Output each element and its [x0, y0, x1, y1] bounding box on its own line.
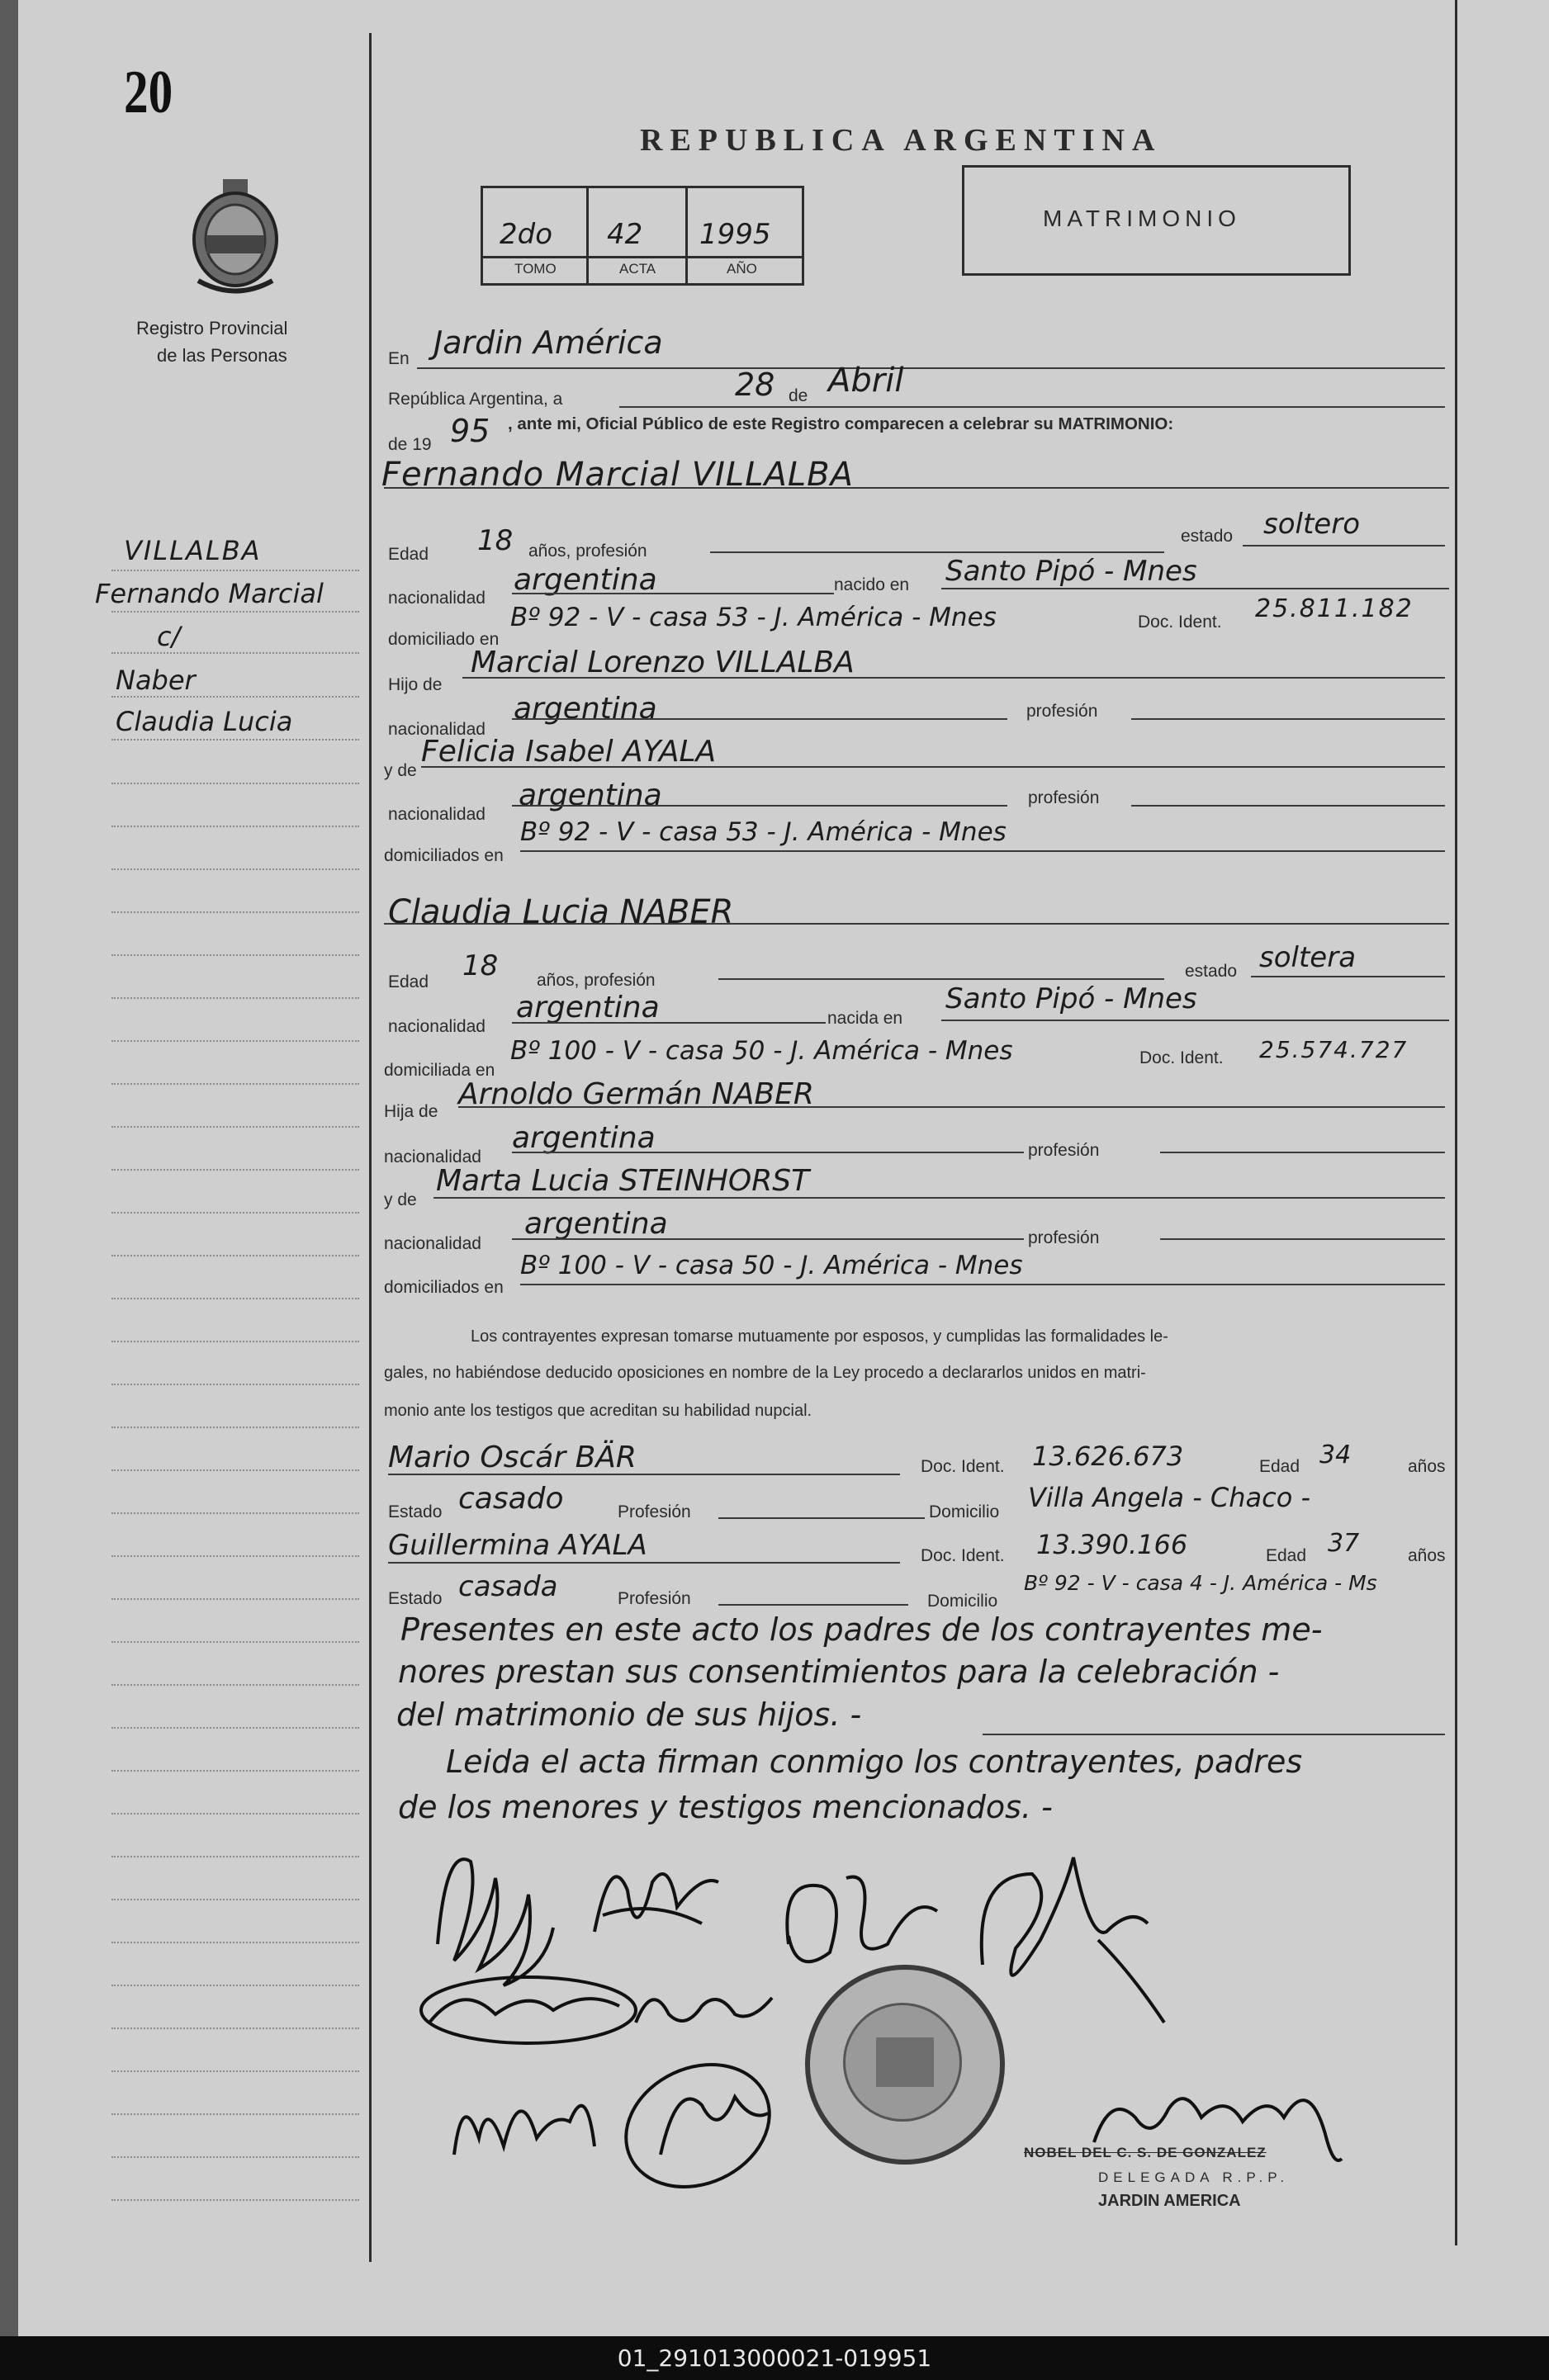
- country-title: REPUBLICA ARGENTINA: [640, 123, 1163, 158]
- official-name: NOBEL DEL C. S. DE GONZALEZ: [1024, 2145, 1267, 2160]
- witness2-estado: casada: [458, 1570, 558, 1603]
- margin-line: [111, 1083, 359, 1085]
- note-line4: Leida el acta firman conmigo los contrayentes, padres: [446, 1744, 1303, 1780]
- rule: [718, 1517, 925, 1519]
- witness1-edad-label: Edad: [1259, 1457, 1300, 1476]
- margin-line: [111, 1813, 359, 1815]
- witness2-dom-label: Domicilio: [927, 1592, 998, 1611]
- witness1-doc: 13.626.673: [1032, 1441, 1184, 1472]
- de-label: de: [789, 386, 808, 405]
- record-box: [481, 186, 804, 286]
- bride-nacida-label: nacida en: [827, 1009, 903, 1028]
- groom-nacido-label: nacido en: [834, 575, 910, 594]
- rule: [512, 1152, 1024, 1153]
- rule: [941, 588, 1449, 589]
- registry-line1: Registro Provincial: [136, 318, 288, 338]
- margin-given: Fernando Marcial: [95, 578, 324, 609]
- bride-estado: soltera: [1259, 941, 1357, 974]
- margin-line: [111, 1555, 359, 1557]
- declaration-line2: gales, no habiéndose deducido oposiciones en nombre de la Ley procedo a declararlos unidos en matri-: [384, 1364, 1146, 1382]
- signature-parent2: [628, 1973, 776, 2047]
- bride-dom-label: domiciliada en: [384, 1061, 495, 1080]
- rule: [983, 1734, 1445, 1735]
- intro-tail: , ante mi, Oficial Público de este Registro comparecen a celebrar su MATRIMONIO:: [508, 414, 1174, 433]
- margin-line: [111, 1598, 359, 1600]
- bride-edad: 18: [462, 949, 499, 982]
- groom-nac-label: nacionalidad: [388, 589, 486, 608]
- margin-line: [111, 1985, 359, 1986]
- act-type: MATRIMONIO: [1043, 206, 1241, 231]
- margin-connector: c/: [157, 621, 181, 652]
- margin-line: [111, 826, 359, 827]
- groom-nac: argentina: [514, 563, 657, 597]
- margin-line: [111, 1169, 359, 1171]
- bride-father-nac: argentina: [512, 1121, 656, 1155]
- rule: [384, 487, 1449, 489]
- margin-bride-given: Claudia Lucia: [116, 706, 293, 737]
- margin-line: [111, 2156, 359, 2158]
- rule: [1131, 805, 1445, 807]
- witness2-estado-label: Estado: [388, 1589, 443, 1608]
- rule: [388, 1474, 900, 1475]
- signature-parent1: [413, 1965, 644, 2056]
- rule: [718, 1604, 908, 1606]
- rule: [433, 1197, 1445, 1199]
- witness2-edad: 37: [1328, 1529, 1360, 1558]
- act-type-box: [962, 165, 1351, 276]
- groom-doc-label: Doc. Ident.: [1138, 613, 1222, 632]
- witness2-anos-label: años: [1408, 1546, 1446, 1565]
- rule: [710, 551, 1164, 553]
- margin-line: [111, 1126, 359, 1128]
- witness1-prof-label: Profesión: [618, 1502, 691, 1521]
- margin-line: [111, 652, 359, 654]
- witness2-prof-label: Profesión: [618, 1589, 691, 1608]
- signature-bride: [578, 1841, 727, 1957]
- margin-line: [111, 911, 359, 913]
- groom-mother-nac-label: nacionalidad: [388, 805, 486, 824]
- margin-line: [111, 739, 359, 740]
- margin-line: [111, 1727, 359, 1729]
- groom-estado-label: estado: [1181, 527, 1234, 546]
- rule: [1243, 545, 1445, 547]
- margin-line: [111, 1856, 359, 1857]
- groom-estado: soltero: [1263, 508, 1360, 541]
- groom-father-nac-label: nacionalidad: [388, 720, 486, 739]
- groom-mother-prof-label: profesión: [1028, 788, 1100, 807]
- signature-parent4: [611, 2047, 793, 2196]
- margin-surname: VILLALBA: [124, 535, 262, 566]
- rule: [421, 766, 1445, 768]
- witness1-anos-label: años: [1408, 1457, 1446, 1476]
- bride-mother-prof-label: profesión: [1028, 1228, 1100, 1247]
- bride-mother-nac: argentina: [524, 1207, 668, 1241]
- bride-father-prof-label: profesión: [1028, 1141, 1100, 1160]
- groom-father-prof-label: profesión: [1026, 702, 1098, 721]
- signature-witness2: [966, 1841, 1181, 2031]
- groom-doms-label: domiciliados en: [384, 846, 504, 865]
- margin-line: [111, 1341, 359, 1342]
- margin-rule: [369, 33, 372, 2262]
- bride-doc: 25.574.727: [1259, 1036, 1409, 1063]
- rule: [718, 978, 1164, 980]
- bride-father: Arnoldo Germán NABER: [458, 1077, 814, 1111]
- margin-line: [111, 2113, 359, 2115]
- margin-line: [111, 570, 359, 571]
- rule: [520, 1284, 1445, 1285]
- bride-edad-label: Edad: [388, 972, 429, 991]
- rule: [512, 1022, 826, 1024]
- bride-doc-label: Doc. Ident.: [1139, 1048, 1224, 1067]
- note-line5: de los menores y testigos mencionados. -: [398, 1789, 1053, 1825]
- groom-anos-label: años, profesión: [528, 542, 647, 561]
- bride-dom: Bº 100 - V - casa 50 - J. América - Mnes: [510, 1036, 1013, 1066]
- margin-line: [111, 1770, 359, 1772]
- witness1-edad: 34: [1319, 1441, 1352, 1469]
- bride-mother: Marta Lucia STEINHORST: [436, 1164, 810, 1198]
- margin-line: [111, 1255, 359, 1256]
- right-rule: [1455, 0, 1457, 2245]
- year-suffix: 95: [450, 413, 490, 449]
- witness1-dom: Villa Angela - Chaco -: [1028, 1482, 1311, 1513]
- official-place: JARDIN AMERICA: [1098, 2192, 1241, 2210]
- bride-anos-label: años, profesión: [537, 971, 656, 990]
- margin-line: [111, 1212, 359, 1214]
- tomo-label: TOMO: [514, 261, 557, 277]
- witness1-estado-label: Estado: [388, 1502, 443, 1521]
- page-number: 20: [124, 59, 173, 126]
- witness2-doc: 13.390.166: [1036, 1529, 1188, 1560]
- place-value: Jardin América: [433, 324, 663, 361]
- groom-father-nac: argentina: [514, 692, 657, 726]
- bride-hija-label: Hija de: [384, 1102, 438, 1121]
- margin-line: [111, 1427, 359, 1428]
- image-id: 01_291013000021-019951: [0, 2336, 1549, 2380]
- rule: [1251, 976, 1445, 977]
- republica-label: República Argentina, a: [388, 390, 563, 409]
- groom-yde-label: y de: [384, 761, 417, 780]
- declaration-line3: monio ante los testigos que acreditan su habilidad nupcial.: [384, 1402, 812, 1420]
- note-line3: del matrimonio de sus hijos. -: [396, 1696, 862, 1733]
- bride-nac-label: nacionalidad: [388, 1017, 486, 1036]
- margin-line: [111, 997, 359, 999]
- rule: [512, 718, 1007, 720]
- margin-line: [111, 1899, 359, 1900]
- rule: [941, 1020, 1449, 1021]
- bride-yde-label: y de: [384, 1190, 417, 1209]
- margin-line: [111, 2070, 359, 2072]
- witness2-edad-label: Edad: [1266, 1546, 1307, 1565]
- groom-edad: 18: [477, 524, 514, 557]
- rule: [1160, 1238, 1445, 1240]
- witness1-dom-label: Domicilio: [929, 1502, 1000, 1521]
- witness1-estado: casado: [458, 1482, 564, 1516]
- tomo-value: 2do: [500, 218, 553, 251]
- acta-value: 42: [607, 218, 643, 251]
- margin-line: [111, 2027, 359, 2029]
- rule: [462, 677, 1445, 679]
- rule: [520, 850, 1445, 852]
- bride-estado-label: estado: [1185, 962, 1238, 981]
- official-seal: [805, 1965, 1005, 2165]
- margin-bride-surname: Naber: [116, 665, 196, 696]
- coat-of-arms-icon: [182, 177, 289, 301]
- margin-line: [111, 1641, 359, 1643]
- signature-parent3: [438, 2064, 603, 2188]
- margin-line: [111, 1469, 359, 1471]
- note-line1: Presentes en este acto los padres de los contrayentes me-: [400, 1611, 1323, 1648]
- acta-label: ACTA: [619, 261, 656, 277]
- margin-line: [111, 1384, 359, 1385]
- bride-mother-nac-label: nacionalidad: [384, 1234, 481, 1253]
- groom-nacido: Santo Pipó - Mnes: [945, 555, 1197, 588]
- witness1-name: Mario Oscár BÄR: [388, 1441, 637, 1474]
- ano-value: 1995: [699, 218, 771, 251]
- groom-doc: 25.811.182: [1255, 594, 1414, 623]
- rule: [417, 367, 1445, 369]
- day-value: 28: [735, 367, 775, 403]
- groom-parents-dom: Bº 92 - V - casa 53 - J. América - Mnes: [520, 817, 1007, 847]
- margin-line: [111, 2199, 359, 2201]
- witness1-doc-label: Doc. Ident.: [921, 1457, 1005, 1476]
- registry-line2: de las Personas: [157, 345, 287, 366]
- bride-nac: argentina: [516, 991, 660, 1024]
- declaration-line1: Los contrayentes expresan tomarse mutuamente por esposos, y cumplidas las formalidades le-: [471, 1327, 1168, 1346]
- groom-mother: Felicia Isabel AYALA: [421, 735, 717, 769]
- rule: [458, 1106, 1445, 1108]
- margin-line: [111, 696, 359, 698]
- bride-name: Claudia Lucia NABER: [388, 893, 734, 931]
- groom-hijo-label: Hijo de: [388, 675, 443, 694]
- margin-line: [111, 611, 359, 613]
- rule: [388, 1562, 900, 1564]
- witness2-doc-label: Doc. Ident.: [921, 1546, 1005, 1565]
- margin-line: [111, 954, 359, 956]
- signature-witness1: [772, 1845, 954, 1985]
- groom-dom: Bº 92 - V - casa 53 - J. América - Mnes: [510, 603, 997, 632]
- year-prefix: de 19: [388, 435, 432, 454]
- witness2-dom: Bº 92 - V - casa 4 - J. América - Ms: [1024, 1571, 1377, 1595]
- ano-label: AÑO: [727, 261, 757, 277]
- margin-line: [111, 1298, 359, 1299]
- margin-line: [111, 1040, 359, 1042]
- rule: [512, 805, 1007, 807]
- margin-line: [111, 783, 359, 784]
- groom-edad-label: Edad: [388, 545, 429, 564]
- groom-dom-label: domiciliado en: [388, 630, 500, 649]
- note-line2: nores prestan sus consentimientos para la celebración -: [398, 1654, 1280, 1690]
- rule: [619, 406, 1445, 408]
- en-label: En: [388, 349, 410, 368]
- bride-doms-label: domiciliados en: [384, 1278, 504, 1297]
- margin-line: [111, 1942, 359, 1943]
- groom-name: Fernando Marcial VILLALBA: [381, 456, 854, 494]
- rule: [1160, 1152, 1445, 1153]
- margin-line: [111, 1512, 359, 1514]
- margin-line: [111, 1684, 359, 1686]
- rule: [384, 923, 1449, 925]
- month-value: Abril: [828, 362, 904, 400]
- margin-line: [111, 868, 359, 870]
- rule: [512, 593, 834, 594]
- rule: [1131, 718, 1445, 720]
- bride-father-nac-label: nacionalidad: [384, 1147, 481, 1166]
- bride-parents-dom: Bº 100 - V - casa 50 - J. América - Mnes: [520, 1251, 1023, 1280]
- witness2-name: Guillermina AYALA: [388, 1529, 647, 1562]
- groom-father: Marcial Lorenzo VILLALBA: [471, 646, 855, 679]
- groom-mother-nac: argentina: [519, 778, 662, 812]
- bride-nacida: Santo Pipó - Mnes: [945, 982, 1197, 1015]
- official-title: DELEGADA R.P.P.: [1098, 2169, 1290, 2185]
- rule: [512, 1238, 1024, 1240]
